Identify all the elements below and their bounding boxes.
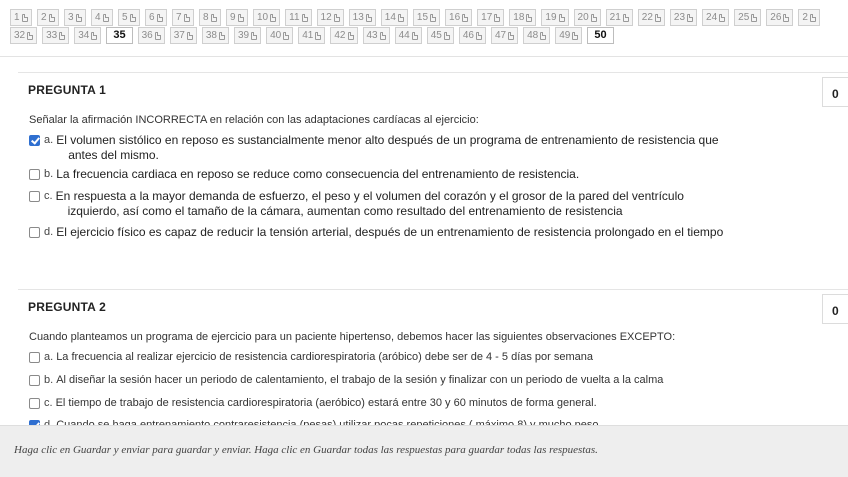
saved-document-icon	[380, 32, 386, 40]
saved-document-icon	[283, 32, 289, 40]
question-nav-40[interactable]	[266, 27, 293, 44]
question-nav-row-1	[10, 9, 820, 27]
question-nav-number: 6	[149, 12, 155, 23]
saved-document-icon	[412, 32, 418, 40]
saved-document-icon	[572, 32, 578, 40]
question-nav-number: 40	[270, 30, 282, 41]
question-nav-number: 37	[173, 30, 185, 41]
checkbox[interactable]	[29, 227, 40, 238]
saved-document-icon	[27, 32, 33, 40]
question-nav-number: 10	[257, 12, 269, 23]
option-label-line2: izquierdo, así como el tamaño de la cámara, aumentan como resultado del entrenamiento de resistencia	[67, 204, 623, 218]
question-nav-25[interactable]	[734, 9, 761, 26]
saved-document-icon	[687, 14, 693, 22]
saved-document-icon	[444, 32, 450, 40]
question-nav-21[interactable]	[606, 9, 633, 26]
question-nav-number: 43	[366, 30, 378, 41]
question-nav-45[interactable]	[427, 27, 454, 44]
question-nav-11[interactable]	[285, 9, 311, 26]
checkbox[interactable]	[29, 352, 40, 363]
question-nav-4[interactable]	[91, 9, 113, 26]
question-nav-2[interactable]	[798, 9, 820, 26]
question-points: 0	[822, 77, 848, 107]
option-label-line1: El volumen sistólico en reposo es sustancialmente menor alto después de un programa de entrenamiento de resistencia que	[56, 133, 719, 147]
question-header	[18, 289, 848, 323]
saved-document-icon	[655, 14, 661, 22]
question-nav-number: 25	[738, 12, 750, 23]
saved-document-icon	[238, 14, 244, 22]
question-nav-49[interactable]	[555, 27, 582, 44]
question-nav-number: 11	[289, 12, 300, 23]
question-nav-23[interactable]	[670, 9, 697, 26]
question-nav-number: 5	[122, 12, 128, 23]
question-nav-14[interactable]	[381, 9, 408, 26]
save-instructions-text: Haga clic en Guardar y enviar para guardar y enviar. Haga clic en Guardar todas las respuestas para guardar todas las respuestas.	[14, 444, 598, 456]
saved-document-icon	[398, 14, 404, 22]
saved-document-icon	[540, 32, 546, 40]
option-label: Al diseñar la sesión hacer un periodo de calentamiento, el trabajo de la sesión y finalizar con un periodo de vuelta a la calma	[56, 374, 664, 386]
answer-option-b[interactable]	[29, 167, 579, 182]
saved-document-icon	[187, 32, 193, 40]
question-nav-41[interactable]	[298, 27, 325, 44]
option-letter: a.	[44, 351, 54, 363]
saved-document-icon	[526, 14, 532, 22]
question-nav-number: 9	[230, 12, 236, 23]
question-nav-39[interactable]	[234, 27, 261, 44]
question-nav-number: 14	[384, 12, 396, 23]
question-nav-number: 48	[527, 30, 539, 41]
question-nav-number: 24	[706, 12, 718, 23]
option-label	[56, 133, 718, 163]
option-letter: d.	[44, 226, 54, 238]
question-nav-number: 35	[113, 29, 126, 41]
option-label: El tiempo de trabajo de resistencia cardiorespiratoria (aeróbico) estará entre 30 y 60 minutos de forma general.	[55, 397, 597, 409]
question-nav-number: 2	[802, 12, 808, 23]
saved-document-icon	[348, 32, 354, 40]
saved-document-icon	[211, 14, 217, 22]
answer-option-a[interactable]	[29, 133, 719, 163]
saved-document-icon	[76, 14, 82, 22]
question-nav-number: 8	[203, 12, 209, 23]
saved-document-icon	[476, 32, 482, 40]
answer-option-c[interactable]	[29, 396, 597, 411]
question-nav-number: 17	[481, 12, 493, 23]
saved-document-icon	[270, 14, 276, 22]
checkbox[interactable]	[29, 169, 40, 180]
question-nav-number: 18	[513, 12, 525, 23]
question-nav-32[interactable]	[10, 27, 37, 44]
question-nav-2[interactable]	[37, 9, 59, 26]
question-nav-35[interactable]	[106, 27, 132, 44]
question-nav-38[interactable]	[202, 27, 229, 44]
option-letter: c.	[44, 397, 53, 409]
question-nav-8[interactable]	[199, 9, 221, 26]
question-header	[18, 72, 848, 106]
saved-document-icon	[157, 14, 163, 22]
question-nav-34[interactable]	[74, 27, 101, 44]
question-nav-47[interactable]	[491, 27, 518, 44]
saved-document-icon	[508, 32, 514, 40]
question-nav-24[interactable]	[702, 9, 729, 26]
saved-document-icon	[783, 14, 789, 22]
divider	[0, 56, 848, 57]
question-nav-number: 41	[302, 30, 314, 41]
option-label	[56, 189, 684, 219]
option-letter: b.	[44, 374, 54, 386]
question-nav-number: 19	[545, 12, 557, 23]
question-nav-13[interactable]	[349, 9, 376, 26]
question-nav-18[interactable]	[509, 9, 536, 26]
question-nav-number: 23	[673, 12, 686, 23]
saved-document-icon	[302, 14, 308, 22]
checkbox[interactable]	[29, 398, 40, 409]
question-nav-19[interactable]	[541, 9, 568, 26]
question-nav-26[interactable]	[766, 9, 793, 26]
saved-document-icon	[719, 14, 725, 22]
question-nav-33[interactable]	[42, 27, 69, 44]
question-title: PREGUNTA 1	[28, 83, 107, 97]
answer-option-c[interactable]	[29, 189, 684, 219]
question-nav-number: 50	[594, 29, 607, 41]
question-nav-number: 22	[641, 12, 653, 23]
question-navigator	[0, 0, 848, 56]
saved-document-icon	[559, 14, 565, 22]
question-nav-15[interactable]	[413, 9, 440, 26]
saved-document-icon	[155, 32, 161, 40]
question-nav-50[interactable]	[587, 27, 613, 44]
question-title: PREGUNTA 2	[28, 300, 107, 314]
saved-document-icon	[22, 14, 28, 22]
question-nav-number: 42	[334, 30, 346, 41]
saved-document-icon	[251, 32, 257, 40]
question-nav-number: 1	[14, 12, 20, 23]
checkbox[interactable]	[29, 135, 40, 146]
question-points: 0	[822, 294, 848, 324]
question-nav-3[interactable]	[64, 9, 86, 26]
question-1	[18, 72, 848, 272]
answer-option-b[interactable]	[29, 373, 663, 388]
question-nav-number: 26	[770, 12, 782, 23]
question-nav-number: 13	[352, 12, 364, 23]
saved-document-icon	[184, 14, 190, 22]
question-nav-16[interactable]	[445, 9, 472, 26]
saved-document-icon	[591, 14, 597, 22]
question-nav-9[interactable]	[226, 9, 248, 26]
question-nav-1[interactable]	[10, 9, 32, 26]
save-instructions-bar	[0, 425, 848, 477]
question-nav-5[interactable]	[118, 9, 140, 26]
answer-option-d[interactable]	[29, 225, 723, 240]
question-nav-22[interactable]	[638, 9, 665, 26]
saved-document-icon	[59, 32, 65, 40]
saved-document-icon	[334, 14, 340, 22]
saved-document-icon	[623, 14, 629, 22]
saved-document-icon	[462, 14, 468, 22]
question-nav-number: 45	[430, 30, 442, 41]
question-nav-46[interactable]	[459, 27, 486, 44]
saved-document-icon	[130, 14, 136, 22]
saved-document-icon	[751, 14, 757, 22]
saved-document-icon	[494, 14, 500, 22]
saved-document-icon	[366, 14, 372, 22]
question-nav-48[interactable]	[523, 27, 550, 44]
option-letter: c.	[44, 190, 53, 202]
question-nav-43[interactable]	[363, 27, 390, 44]
saved-document-icon	[103, 14, 109, 22]
question-nav-12[interactable]	[317, 9, 344, 26]
question-nav-44[interactable]	[395, 27, 422, 44]
option-label-line1: En respuesta a la mayor demanda de esfuerzo, el peso y el volumen del corazón y el grosor de la pared del ventrículo	[55, 189, 684, 203]
question-nav-17[interactable]	[477, 9, 504, 26]
option-label: La frecuencia cardiaca en reposo se reduce como consecuencia del entrenamiento de resistencia.	[56, 167, 580, 181]
question-nav-number: 20	[577, 12, 589, 23]
question-nav-20[interactable]	[574, 9, 601, 26]
question-nav-6[interactable]	[145, 9, 167, 26]
question-text: Cuando planteamos un programa de ejercicio para un paciente hipertenso, debemos hacer las siguientes observaciones EXCEPTO:	[29, 331, 676, 343]
checkbox[interactable]	[29, 375, 40, 386]
question-nav-number: 44	[398, 30, 410, 41]
option-label: La frecuencia al realizar ejercicio de resistencia cardiorespiratoria (aróbico) debe ser de 4 - 5 días por semana	[56, 351, 594, 363]
answer-option-a[interactable]	[29, 350, 593, 365]
question-nav-number: 39	[238, 30, 250, 41]
question-nav-number: 21	[609, 12, 621, 23]
question-nav-number: 12	[320, 12, 332, 23]
question-nav-10[interactable]	[253, 9, 280, 26]
saved-document-icon	[49, 14, 55, 22]
saved-document-icon	[430, 14, 436, 22]
question-nav-number: 3	[68, 12, 74, 23]
question-nav-row-2	[10, 27, 614, 45]
question-nav-number: 15	[416, 12, 429, 23]
question-nav-42[interactable]	[330, 27, 357, 44]
checkbox[interactable]	[29, 191, 40, 202]
option-label: El ejercicio físico es capaz de reducir la tensión arterial, después de un entrenamiento de resistencia prolongado en el tiempo	[56, 225, 724, 239]
question-nav-number: 38	[205, 30, 217, 41]
option-letter: a.	[44, 134, 54, 146]
saved-document-icon	[810, 14, 816, 22]
question-nav-number: 47	[495, 30, 507, 41]
saved-document-icon	[219, 32, 225, 40]
question-nav-number: 32	[14, 30, 26, 41]
question-2	[18, 289, 848, 429]
option-letter: b.	[44, 168, 54, 180]
saved-document-icon	[91, 32, 97, 40]
question-text: Señalar la afirmación INCORRECTA en relación con las adaptaciones cardíacas al ejercicio:	[29, 114, 479, 126]
question-nav-number: 33	[46, 30, 58, 41]
question-nav-number: 36	[141, 30, 153, 41]
question-nav-37[interactable]	[170, 27, 197, 44]
option-label-line2: antes del mismo.	[68, 148, 159, 162]
question-nav-number: 49	[559, 30, 571, 41]
question-nav-number: 46	[462, 30, 474, 41]
question-nav-number: 34	[78, 30, 90, 41]
question-nav-number: 7	[176, 12, 182, 23]
question-nav-number: 16	[449, 12, 461, 23]
question-nav-7[interactable]	[172, 9, 194, 26]
question-nav-number: 2	[41, 12, 47, 23]
question-nav-36[interactable]	[138, 27, 165, 44]
saved-document-icon	[315, 32, 321, 40]
question-nav-number: 4	[95, 12, 101, 23]
